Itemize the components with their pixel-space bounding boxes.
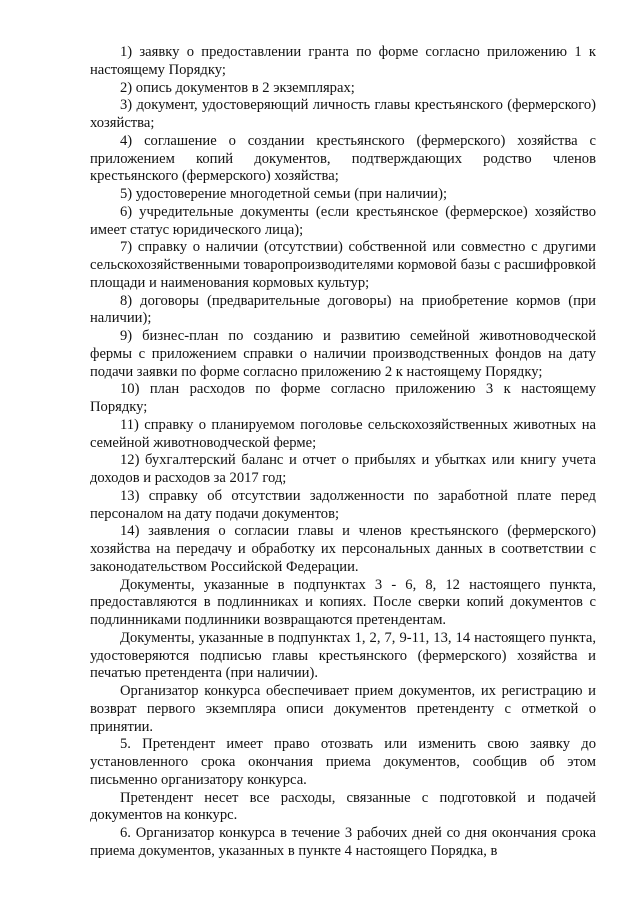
paragraph-applicant-expenses: Претендент несет все расходы, связанные с подготовкой и подачей документов на конкурс. xyxy=(90,789,596,824)
list-item-no-debt-certificate: 13) справку об отсутствии задолженности по заработной плате перед персоналом на дату подачи документов; xyxy=(90,487,596,522)
list-item-balance-sheet: 12) бухгалтерский баланс и отчет о прибылях и убытках или книгу учета доходов и расходов за 2017 год; xyxy=(90,452,596,486)
paragraph-clause-6: 6. Организатор конкурса в течение 3 рабочих дней со дня окончания срока приема документов, указанных в пункте 4 настоящего Порядка, в xyxy=(90,825,596,859)
list-item-identity-document: 3) документ, удостоверяющий личность главы крестьянского (фермерского) хозяйства; xyxy=(90,97,596,131)
list-item-application: 1) заявку о предоставлении гранта по форме согласно приложению 1 к настоящему Порядку; xyxy=(90,44,596,78)
list-item-livestock-certificate: 11) справку о планируемом поголовье сельскохозяйственных животных на семейной животноводческой ферме; xyxy=(90,416,596,451)
list-item-large-family-certificate: 5) удостоверение многодетной семьи (при наличии); xyxy=(120,186,448,202)
list-item-founding-agreement: 4) соглашение о создании крестьянского (фермерского) хозяйства с приложением копий документов, подтверждающих родство членов крестьянского (фермерского) хозяйства; xyxy=(90,132,596,185)
list-item-expense-plan: 10) план расходов по форме согласно приложению 3 к настоящему Порядку; xyxy=(90,381,596,415)
document-page xyxy=(90,44,596,861)
paragraph-signature-requirement: Документы, указанные в подпунктах 1, 2, 7, 9-11, 13, 14 настоящего пункта, удостоверяются подписью главы крестьянского (фермерского) хозяйства и печатью претендента (при наличии). xyxy=(90,629,596,682)
paragraph-clause-5: 5. Претендент имеет право отозвать или изменить свою заявку до установленного срока окончания приема документов, сообщив об этом письменно организатору конкурса. xyxy=(90,736,596,788)
list-item-feed-contracts: 8) договоры (предварительные договоры) на приобретение кормов (при наличии); xyxy=(90,292,596,327)
list-item-constituent-documents: 6) учредительные документы (если крестьянское (фермерское) хозяйство имеет статус юридического лица); xyxy=(90,203,596,238)
paragraph-document-registration: Организатор конкурса обеспечивает прием документов, их регистрацию и возврат первого экземпляра описи документов претенденту с отметкой о принятии. xyxy=(90,683,596,735)
list-item-business-plan: 9) бизнес-план по созданию и развитию семейной животноводческой фермы с приложением справки о наличии производственных фондов на дату подачи заявки по форме согласно приложению 2 к настоящему Порядку; xyxy=(90,328,596,380)
list-item-inventory: 2) опись документов в 2 экземплярах; xyxy=(120,79,355,96)
list-item-feed-base-certificate: 7) справку о наличии (отсутствии) собственной или совместно с другими сельскохозяйственными товаропроизводителями кормовой базы с расшифровкой площади и наименования кормовых культур; xyxy=(90,239,596,291)
paragraph-originals-and-copies: Документы, указанные в подпунктах 3 - 6, 8, 12 настоящего пункта, предоставляются в подлинниках и копиях. После сверки копий документов с подлинниками подлинники возвращаются претендентам. xyxy=(90,576,596,628)
list-item-consent-statements: 14) заявления о согласии главы и членов крестьянского (фермерского) хозяйства на передачу и обработку их персональных данных в соответствии с законодательством Российской Федерации. xyxy=(90,523,596,575)
